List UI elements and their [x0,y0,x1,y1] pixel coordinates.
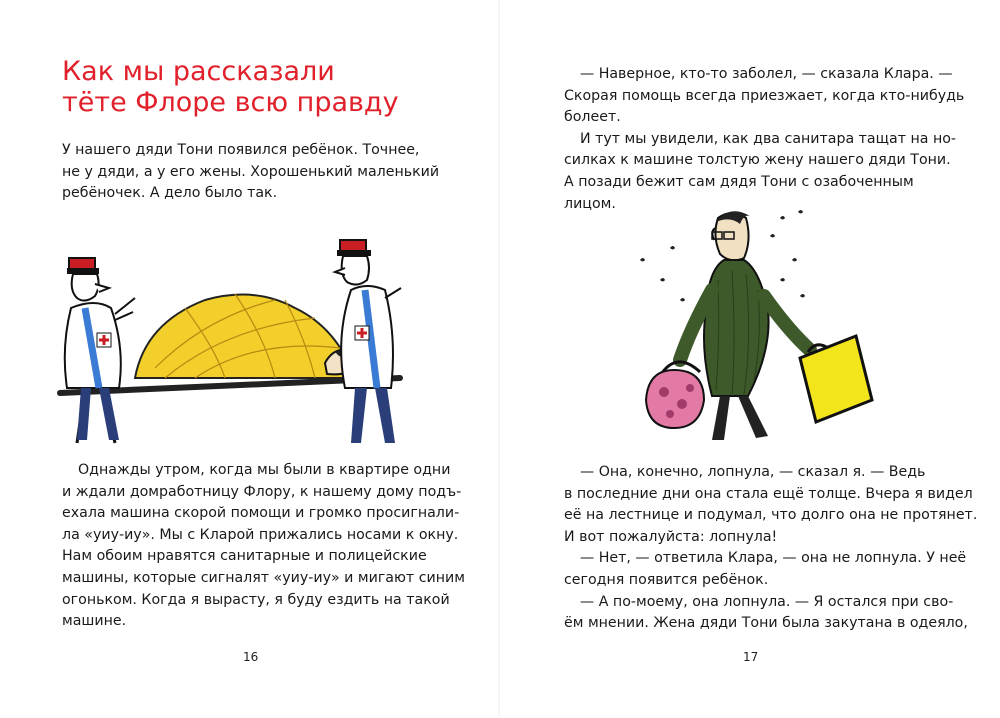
paramedics-stretcher-illustration [55,228,420,450]
page-number-right: 17 [743,650,759,664]
uncle-tony-illustration [620,200,880,450]
text-line: лицом. [564,195,616,212]
text-line: огоньком. Когда я вырасту, я буду ездить на такой [62,591,450,608]
text-line: Скорая помощь всегда приезжает, когда кто-нибудь [564,87,965,104]
text-line: У нашего дяди Тони появился ребёнок. Точнее, [62,142,420,158]
pink-handbag [646,362,704,428]
top-paragraph [564,64,964,215]
text-line: И вот пожалуйста: лопнула! [564,528,778,545]
text-line: ребёночек. А дело было так. [62,185,278,202]
text-line: — Нет, — ответила Клара, — она не лопнула. У неё [580,550,967,567]
text-line: — Наверное, кто-то заболел, — сказала Клара. — [580,66,953,82]
text-line: и ждали домработницу Флору, к нашему дому подъ- [62,483,462,500]
text-line: её на лестнице и подумал, что долго она не протянет. [564,507,978,524]
right-page [500,0,1000,718]
chapter-title-line: тёте Флоре всю правду [62,87,399,118]
text-line: Нам обоим нравятся санитарные и полицейские [62,548,427,565]
chapter-title [62,56,399,118]
text-line: не у дяди, а у его жены. Хорошенький маленький [62,163,440,180]
chapter-title-line: Как мы рассказали [62,56,335,87]
yellow-blanket [135,295,355,378]
text-line: — А по-моему, она лопнула. — Я остался при сво- [580,593,954,610]
text-line: сегодня появится ребёнок. [564,571,769,588]
text-line: машине. [62,613,127,630]
text-line: — Она, конечно, лопнула, — сказал я. — Ведь [580,464,926,480]
text-line: ехала машина скорой помощи и громко просигнали- [62,505,460,522]
intro-paragraph [62,140,439,205]
left-paramedic [65,258,135,443]
text-line: болеет. [564,109,621,126]
text-line: А позади бежит сам дядя Тони с озабоченным [564,173,914,190]
page-number-left: 16 [243,650,259,664]
bottom-paragraph [564,462,977,635]
text-line: машины, которые сигналят «уиу-иу» и мигают синим [62,569,465,586]
yellow-suitcase [800,336,872,422]
right-paramedic [335,240,401,443]
text-line: ла «уиу-иу». Мы с Кларой прижались носами к окну. [62,526,459,543]
body-paragraph [62,460,465,633]
text-line: ём мнении. Жена дяди Тони была закутана в одеяло, [564,615,968,632]
text-line: И тут мы увидели, как два санитара тащат на но- [580,130,957,147]
text-line: силках к машине толстую жену нашего дяди Тони. [564,152,951,169]
text-line: в последние дни она стала ещё толще. Вчера я видел [564,485,973,502]
text-line: Однажды утром, когда мы были в квартире одни [78,462,451,478]
